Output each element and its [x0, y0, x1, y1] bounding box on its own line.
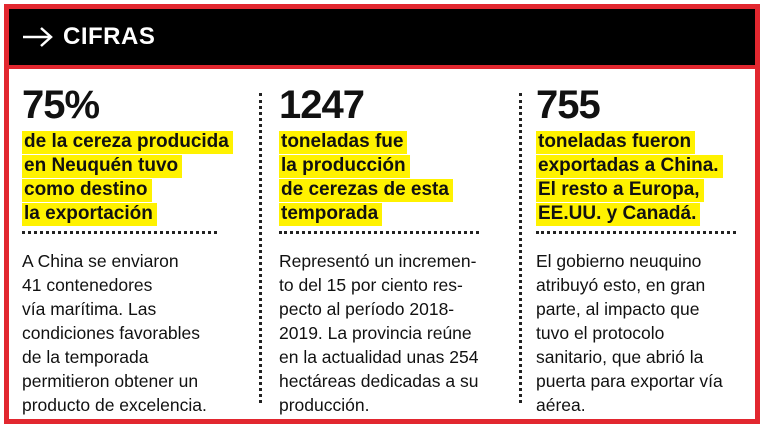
figure-highlight [279, 131, 504, 227]
figure-number: 755 [536, 83, 600, 127]
highlight-line: toneladas fue [279, 131, 407, 154]
column-divider [259, 93, 262, 403]
highlight-line: de cerezas de esta [279, 179, 453, 202]
figure-description: A China se enviaron 41 contenedores vía marítima. Las condiciones favorables de la temporada permitieron obtener un producto de excelencia. [22, 251, 207, 415]
dotted-divider [279, 231, 479, 234]
column-divider [519, 93, 522, 403]
highlight-line: la producción [279, 155, 410, 178]
highlight-line: exportadas a China. [536, 155, 723, 178]
header-bar [9, 9, 755, 69]
highlight-line: temporada [279, 203, 382, 226]
dotted-divider [22, 231, 217, 234]
header-title: CIFRAS [63, 23, 156, 50]
figure-column-1 [22, 85, 247, 227]
highlight-line: EE.UU. y Canadá. [536, 203, 700, 226]
figure-number: 1247 [279, 83, 364, 127]
dotted-divider [536, 231, 736, 234]
highlight-line: como destino [22, 179, 152, 202]
figure-column-2 [279, 85, 504, 227]
highlight-line: de la cereza producida [22, 131, 233, 154]
highlight-line: en Neuquén tuvo [22, 155, 182, 178]
figure-highlight [536, 131, 746, 227]
highlight-line: El resto a Europa, [536, 179, 704, 202]
highlight-line: la exportación [22, 203, 157, 226]
arrow-right-icon [21, 26, 55, 48]
figure-column-3 [536, 85, 746, 227]
infographic-frame [4, 4, 760, 424]
figure-highlight [22, 131, 247, 227]
figure-description: Representó un incremen- to del 15 por ciento res- pecto al período 2018- 2019. La provincia reúne en la actualidad unas 254 hectáreas dedicadas a su producción. [279, 251, 479, 415]
figure-description: El gobierno neuquino atribuyó esto, en gran parte, al impacto que tuvo el protocolo sanitario, que abrió la puerta para exportar vía aérea. [536, 251, 723, 415]
highlight-line: toneladas fueron [536, 131, 695, 154]
figure-number: 75% [22, 83, 100, 127]
